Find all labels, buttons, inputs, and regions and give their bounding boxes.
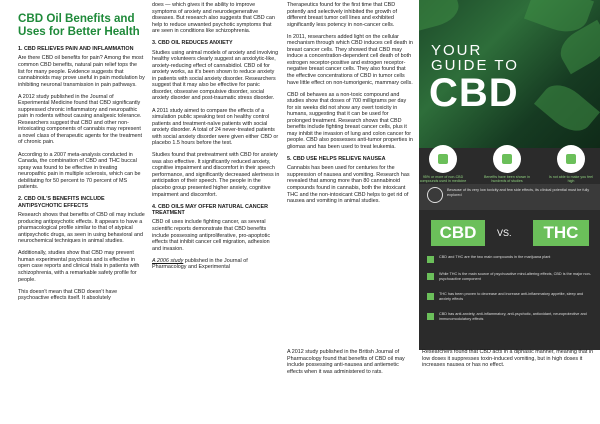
study-link[interactable]: A 2006 study	[152, 257, 184, 264]
section-heading-cancer: 4. CBD OILS MAY OFFER NATURAL CANCER TREATMENT	[152, 203, 269, 217]
plus-icon	[557, 145, 585, 173]
icon-caption: Benefits have been shown in hundreds of studies	[484, 175, 530, 184]
paragraph: Studies using animal models of anxiety and involving healthy volunteers clearly suggest an anxiolytic-like, anxiety-reducing effect of cannabidiol. CBD oil for anxiety works, as it's been shown to reduce anxiety in patients with social anxiety disorder. Researchers suggest that it may also be effective for panic disorder, obsessive compulsive disorder, social anxiety disorder and post-traumatic stress disorder.	[152, 49, 279, 102]
paragraph: Additionally, studies show that CBD may prevent human experimental psychosis and is effective in open case reports and clinical trials in patients with schizophrenia, with a remarkable safety profile for people.	[18, 250, 140, 283]
bullet-icon	[427, 256, 434, 263]
paragraph: CBD oil behaves as a non-toxic compound and studies show that doses of 700 milligrams per day for six weeks did not show any overt toxicity in humans, suggesting that it can be used for prolonged treatment. Research shows that CBD benefits include fighting breast cancer cells, plus it may inhibit the invasion of lung and colon cancer for people. CBD also possesses anti-tumor properties in gliomas and has been used to treat leukemia.	[287, 91, 413, 150]
article-title	[18, 12, 145, 38]
paragraph: A 2012 study published in the Journal of Experimental Medicine found that CBD significantly suppressed chronic inflammatory and neuropathic pain in rodents without causing analgesic tolerance. Researchers suggest that CBD and other non-intoxicating components of cannabis may represent a novel class of therapeutic agents for the treatment of chronic pain.	[18, 93, 143, 146]
warning-icon	[427, 187, 443, 203]
icon-caption: Is not able to make you feel high	[549, 175, 593, 184]
paragraph: Cannabis has been used for centuries for the suppression of nausea and vomiting. Research has revealed that among more than 80 cannabinoid compounds found in cannabis, both the intoxicant THC and the non-intoxicant CBD helps to get rid of nausea and vomiting in animal studies.	[287, 165, 410, 205]
paragraph: CBD oil uses include fighting cancer, as several scientific reports demonstrate that CBD benefits include possessing antiproliferative, pro-apoptotic effects that inhibit cancer cell migration, adhesion and invasion.	[152, 219, 271, 252]
cbd-guide-infographic	[419, 0, 600, 350]
section-heading-antipsychotic: 2. CBD OIL'S BENEFITS INCLUDE ANTIPSYCHOTIC EFFECTS	[18, 196, 105, 209]
paragraph: does — which gives it the ability to improve symptoms of anxiety and neurodegenerative diseases. But research also suggests that CBD can help to reduce unwanted psychotic symptoms that are seen in conditions like schizophrenia.	[152, 2, 275, 35]
icon-studies	[493, 145, 529, 175]
paragraph: Therapeutics found for the first time that CBD potently and selectively inhibited the growth of different breast tumor cell lines and exhibited significantly less potency in non-cancer cells.	[287, 2, 397, 28]
fact-text: CBD and THC are the two main compounds in the marijuana plant	[439, 255, 551, 259]
title-line-1: CBD Oil Benefits and	[18, 12, 135, 25]
cbd-label: CBD	[431, 220, 485, 246]
section-heading-nausea: 5. CBD USE HELPS RELIEVE NAUSEA	[287, 155, 386, 162]
paragraph: A 2011 study aimed to compare the effects of a simulation public speaking test on healthy control patients and treatment-naïve patients with social anxiety disorder. A total of 24 never-treated patients with social anxiety disorder were given either CBD or placebo 1.5 hours before the test.	[152, 107, 279, 147]
guide-title-cbd: CBD	[429, 71, 519, 115]
section-heading-pain: 1. CBD RELIEVES PAIN AND INFLAMMATION	[18, 46, 134, 52]
fact-text: While THC is the main source of psychoactive mind-altering effects, CBD is the major non-psychoactive component	[439, 272, 592, 281]
thc-label: THC	[533, 220, 589, 246]
title-line-2: Uses for Better Health	[18, 25, 140, 38]
fact-text: CBD has anti-anxiety, anti-inflammatory, anti-psychotic, antioxidant, neuroprotective and immunomodulatory effects	[439, 312, 587, 321]
leaf-decoration	[534, 76, 600, 140]
medicine-icon	[429, 145, 457, 173]
paragraph: Research shows that benefits of CBD oil may include producing antipsychotic effects. It appears to have a pharmacological profile similar to that of atypical antipsychotic drugs, as seen in using behavioral and neurochemical techniques in animal studies.	[18, 212, 145, 245]
article-column-2	[152, 2, 280, 276]
paragraph: Researchers found that CBD acts in a diphasic manner, meaning that in low doses it suppresses toxin-induced vomiting, but in high doses it increases nausea or has no effect.	[422, 349, 594, 369]
toxicity-text: Because of its very low toxicity and few side effects, its clinical potential must be fully explored	[447, 188, 590, 197]
section-heading-anxiety: 3. CBD OIL REDUCES ANXIETY	[152, 40, 233, 47]
paragraph: Are there CBD oil benefits for pain? Among the most common CBD benefits, natural pain relief tops the list for many people. Evidence suggests that cannabinoids may prove useful in pain modulation by inhibiting neuronal transmission in pain pathways.	[18, 55, 145, 88]
guide-title-guide-to: GUIDE TO	[431, 57, 519, 74]
paragraph-text: published in the Journal of Pharmacology and Experimental	[152, 257, 248, 271]
bullet-icon	[427, 293, 434, 300]
paragraph: A 2012 study published in the British Journal of Pharmacology found that benefits of CBD oil may include possessing anti-nausea and antiemetic effects when it was administered to rats.	[287, 349, 405, 375]
icon-caption: 95% or more of non-CBD compounds used in medicine	[419, 175, 467, 184]
study-icon	[493, 145, 521, 173]
paragraph: This doesn't mean that CBD doesn't have psychoactive effects itself. It absolutely	[18, 288, 118, 302]
icon-medicine	[429, 145, 465, 175]
article-column-3	[287, 2, 413, 210]
icon-no-high	[557, 145, 593, 175]
bullet-icon	[427, 273, 434, 280]
infographic-header	[419, 0, 600, 148]
fact-text: THC has been proven to decrease and increase anti-inflammatory appetite, sleep and anxiety effects	[439, 292, 584, 301]
bullet-icon	[427, 313, 434, 320]
paragraph	[152, 258, 280, 271]
paragraph: Studies found that pretreatment with CBD for anxiety was also effective. It significantly reduced anxiety, cognitive impairment and discomfort in their speech performance, and significantly decreased alertness in anticipation of their speech. The people in the placebo group presented higher anxiety, cognitive impairment and discomfort.	[152, 152, 280, 198]
article-column-1	[18, 0, 145, 307]
paragraph: In 2011, researchers added light on the cellular mechanism through which CBD induces cell death in breast cancer cells. They showed that CBD may induce a concentration-dependent cell death of both estrogen receptor-positive and estrogen receptor-negative breast cancer cells. They also found that the effective concentrations of CBD in tumor cells have little effect on non-tumorigenic, mammary cells.	[287, 33, 413, 86]
leaf-decoration	[419, 0, 462, 32]
paragraph: According to a 2007 meta-analysis conducted in Canada, the combination of CBD and THC buccal spray was found to be effective in treating neuropathic pain in multiple sclerosis, which can be debilitating for 50 percent to 70 percent of MS patients.	[18, 151, 141, 191]
guide-title-your: YOUR	[431, 42, 483, 59]
vs-label: VS.	[497, 228, 512, 238]
